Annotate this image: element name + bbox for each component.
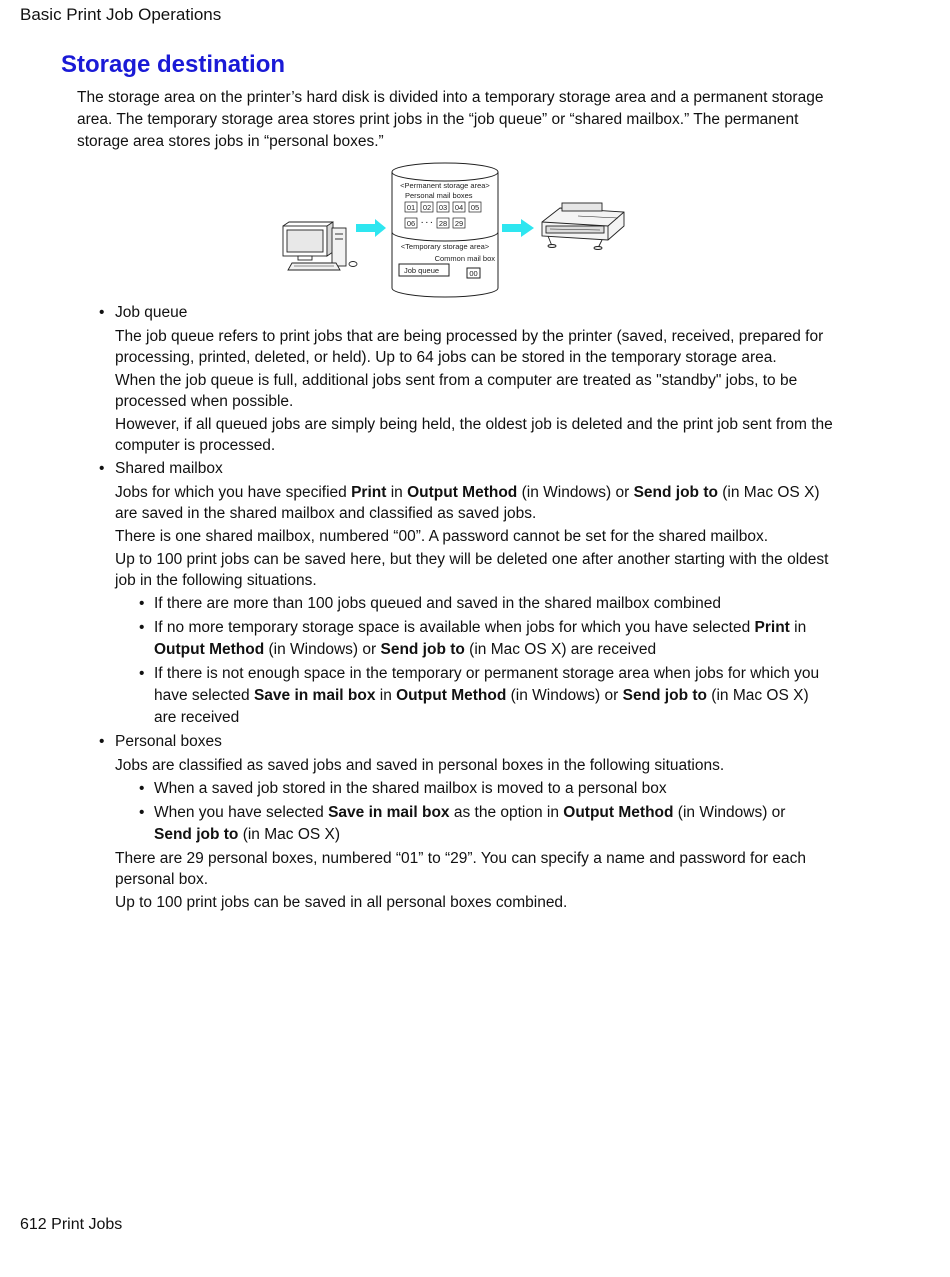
paragraph: The job queue refers to print jobs that are being processed by the printer (saved, received, prepared for processing, printed, deleted, or held). Up to 64 jobs can be stored in the temporary storage area. bbox=[115, 328, 824, 366]
text-run: (in Mac OS X) are received bbox=[464, 641, 657, 658]
paragraph: Up to 100 print jobs can be saved in all personal boxes combined. bbox=[115, 894, 568, 911]
text-run: (in Mac OS X) bbox=[238, 826, 341, 843]
bullet-icon: • bbox=[139, 595, 145, 612]
text-run: in bbox=[375, 687, 397, 704]
paragraph: There are 29 personal boxes, numbered “01” to “29”. You can specify a name and password for each personal box. bbox=[115, 850, 807, 888]
text-run: (in Mac OS X) are received bbox=[154, 687, 809, 726]
bold-term: Output Method bbox=[407, 484, 518, 501]
bullet-icon: • bbox=[99, 733, 105, 750]
list-item-job-queue bbox=[0, 302, 950, 323]
storage-diagram bbox=[278, 160, 630, 300]
list-item-personal-boxes bbox=[0, 731, 950, 752]
permanent-storage-label: <Permanent storage area> bbox=[400, 181, 490, 190]
paragraph: When the job queue is full, additional jobs sent from a computer are treated as "standby" jobs, to be processed when possible. bbox=[115, 372, 798, 410]
text-run: as the option in bbox=[449, 804, 564, 821]
bold-term: Send job to bbox=[380, 641, 465, 658]
box-label: 01 bbox=[406, 203, 416, 212]
box-label: 05 bbox=[470, 203, 480, 212]
bold-term: Print bbox=[351, 484, 387, 501]
arrow-icon bbox=[502, 219, 534, 237]
bold-term: Output Method bbox=[154, 641, 265, 658]
bullet-icon: • bbox=[99, 460, 105, 477]
sub-list-item bbox=[139, 593, 824, 615]
computer-icon bbox=[283, 222, 357, 270]
bold-term: Print bbox=[754, 619, 790, 636]
bullet-icon: • bbox=[139, 619, 145, 636]
bold-term: Send job to bbox=[622, 687, 707, 704]
text-run: in bbox=[386, 484, 408, 501]
sub-list-item bbox=[139, 802, 824, 846]
bullet-icon: • bbox=[99, 304, 105, 321]
arrow-icon bbox=[356, 219, 386, 237]
section-title: Storage destination bbox=[61, 51, 286, 78]
bold-term: Send job to bbox=[633, 484, 718, 501]
sub-list-item bbox=[139, 617, 824, 661]
text-run: (in Windows) or bbox=[506, 687, 623, 704]
common-mailbox-label: Common mail box bbox=[434, 254, 495, 263]
storage-diagram-svg bbox=[278, 160, 630, 300]
list-item-heading: Shared mailbox bbox=[115, 460, 223, 477]
box-label: 03 bbox=[438, 203, 448, 212]
box-label: 29 bbox=[454, 219, 464, 228]
page-number: 612 bbox=[20, 1216, 47, 1233]
job-queue-label: Job queue bbox=[404, 266, 440, 275]
sub-list-item bbox=[139, 778, 824, 800]
text-run: (in Windows) or bbox=[517, 484, 634, 501]
text-run: Jobs for which you have specified bbox=[115, 484, 352, 501]
running-header: Basic Print Job Operations bbox=[20, 5, 222, 24]
box-label: 28 bbox=[438, 219, 448, 228]
text-run: If there is not enough space in the temporary or permanent storage area when jobs for which you have selected bbox=[154, 665, 820, 704]
temporary-storage-label: <Temporary storage area> bbox=[400, 242, 490, 251]
paragraph: Up to 100 print jobs can be saved here, but they will be deleted one after another starting with the oldest job in the following situations. bbox=[115, 551, 829, 589]
bullet-icon: • bbox=[139, 804, 145, 821]
personal-mailboxes-label: Personal mail boxes bbox=[405, 191, 473, 200]
bold-term: Save in mail box bbox=[328, 804, 450, 821]
sub-list-item bbox=[139, 663, 824, 729]
footer-section-name: Print Jobs bbox=[51, 1216, 123, 1233]
text-run: (in Windows) or bbox=[264, 641, 381, 658]
box-label: 02 bbox=[422, 203, 432, 212]
common-box-number: 00 bbox=[469, 269, 478, 278]
box-label: 06 bbox=[406, 219, 416, 228]
bold-term: Save in mail box bbox=[253, 687, 376, 704]
content-body bbox=[0, 302, 950, 915]
list-item-heading: Job queue bbox=[115, 304, 188, 321]
paragraph: There is one shared mailbox, numbered “00”. A password cannot be set for the shared mailbox. bbox=[115, 528, 769, 545]
paragraph: Jobs are classified as saved jobs and saved in personal boxes in the following situations. bbox=[115, 757, 725, 774]
box-label: 04 bbox=[454, 203, 464, 212]
text-run: When you have selected bbox=[154, 804, 329, 821]
list-item-shared-mailbox bbox=[0, 458, 950, 479]
intro-paragraph: The storage area on the printer’s hard disk is divided into a temporary storage area and a permanent storage area. The temporary storage area stores print jobs in the “job queue” or “shared mailbox.” The permanent storage area stores jobs in “personal boxes.” bbox=[77, 89, 824, 150]
page-footer bbox=[20, 1216, 122, 1234]
list-item-heading: Personal boxes bbox=[115, 733, 222, 750]
bold-term: Output Method bbox=[563, 804, 674, 821]
bullet-icon: • bbox=[139, 780, 145, 797]
paragraph bbox=[115, 482, 835, 524]
text-run: If there are more than 100 jobs queued and saved in the shared mailbox combined bbox=[154, 595, 721, 612]
paragraph: However, if all queued jobs are simply being held, the oldest job is deleted and the print job sent from the computer is processed. bbox=[115, 416, 833, 454]
bullet-icon: • bbox=[139, 665, 145, 682]
text-run: When a saved job stored in the shared mailbox is moved to a personal box bbox=[154, 780, 667, 797]
text-run: If no more temporary storage space is available when jobs for which you have selected bbox=[154, 619, 755, 636]
bold-term: Output Method bbox=[396, 687, 507, 704]
printer-icon bbox=[542, 203, 624, 250]
text-run: (in Mac OS X) are saved in the shared mailbox and classified as saved jobs. bbox=[115, 484, 820, 522]
text-run: in bbox=[789, 619, 807, 636]
text-run: (in Windows) or bbox=[673, 804, 786, 821]
bold-term: Send job to bbox=[154, 826, 239, 843]
ellipsis-label: · · · bbox=[421, 218, 433, 227]
